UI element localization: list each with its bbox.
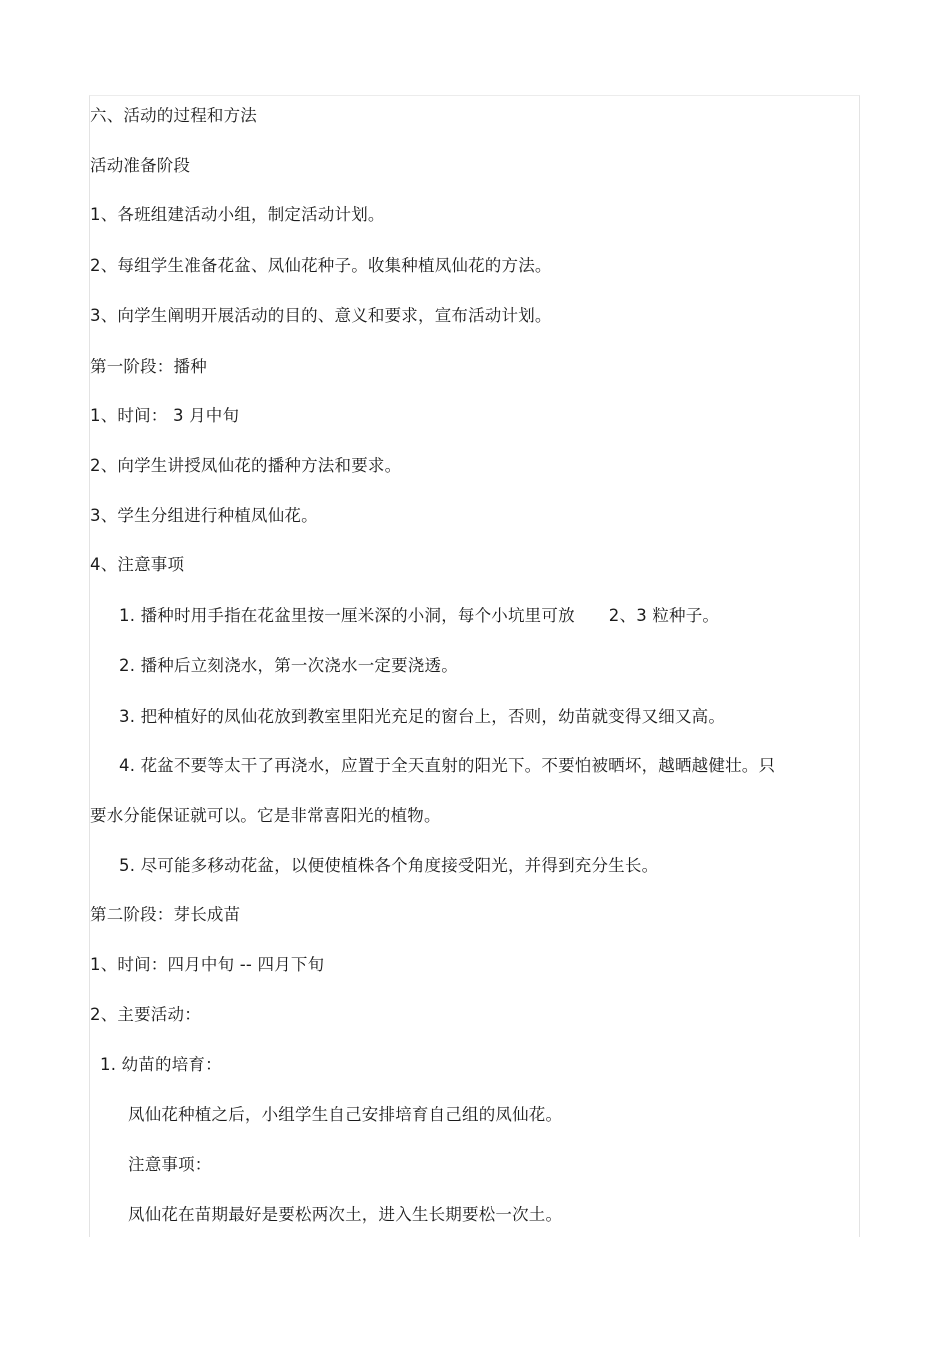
- note-1-text: 1. 播种时用手指在花盆里按一厘米深的小洞，每个小坑里可放: [119, 606, 575, 625]
- note-5: 5. 尽可能多移动花盆，以便使植株各个角度接受阳光，并得到充分生长。: [119, 856, 659, 875]
- note-1-seeds: 2、3 粒种子。: [608, 606, 720, 625]
- sowing-item-notes: 4、注意事项: [90, 555, 185, 574]
- sowing-item-method: 2、向学生讲授凤仙花的播种方法和要求。: [90, 456, 402, 475]
- stage-heading-sowing: 第一阶段：播种: [90, 357, 207, 376]
- prep-item-2: 2、每组学生准备花盆、凤仙花种子。收集种植凤仙花的方法。: [90, 256, 552, 275]
- seedling-item-time: 1、时间：四月中旬 -- 四月下旬: [90, 955, 325, 974]
- sowing-item-time: 1、时间： 3 月中旬: [90, 406, 240, 425]
- sowing-item-group: 3、学生分组进行种植凤仙花。: [90, 506, 318, 525]
- activity-1-heading: 1. 幼苗的培育：: [100, 1055, 222, 1074]
- activity-1-notes-heading: 注意事项：: [128, 1155, 212, 1174]
- activity-1-notes-text: 凤仙花在苗期最好是要松两次土，进入生长期要松一次土。: [128, 1205, 563, 1224]
- note-4-continued: 要水分能保证就可以。它是非常喜阳光的植物。: [90, 806, 441, 825]
- stage-heading-preparation: 活动准备阶段: [90, 156, 191, 175]
- note-2: 2. 播种后立刻浇水，第一次浇水一定要浇透。: [119, 656, 458, 675]
- activity-1-text: 凤仙花种植之后，小组学生自己安排培育自己组的凤仙花。: [128, 1105, 563, 1124]
- section-heading: 六、活动的过程和方法: [90, 106, 257, 125]
- stage-heading-seedling: 第二阶段：芽长成苗: [90, 905, 241, 924]
- seedling-item-activities: 2、主要活动：: [90, 1005, 201, 1024]
- note-1: [119, 605, 719, 627]
- note-3: 3. 把种植好的凤仙花放到教室里阳光充足的窗台上，否则，幼苗就变得又细又高。: [119, 707, 726, 726]
- note-4: 4. 花盆不要等太干了再浇水，应置于全天直射的阳光下。不要怕被晒坏，越晒越健壮。只: [119, 756, 776, 775]
- prep-item-3: 3、向学生阐明开展活动的目的、意义和要求，宣布活动计划。: [90, 306, 552, 325]
- prep-item-1: 1、各班组建活动小组，制定活动计划。: [90, 205, 385, 224]
